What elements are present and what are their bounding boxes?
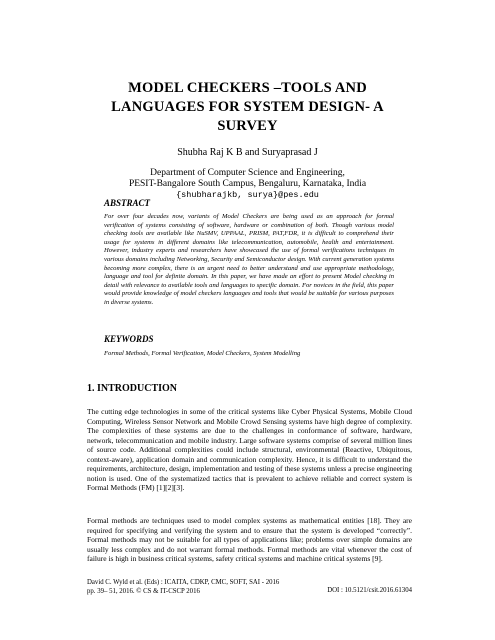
abstract-heading: ABSTRACT: [104, 198, 151, 208]
affiliation-department: Department of Computer Science and Engineering,: [150, 168, 345, 178]
footer-citation: [87, 579, 307, 596]
title-line-2: LANGUAGES FOR SYSTEM DESIGN- A: [111, 99, 384, 115]
paper-title: [60, 79, 435, 136]
keywords-text: Formal Methods, Formal Verification, Model Checkers, System Modelling: [104, 350, 301, 357]
title-line-3: SURVEY: [217, 118, 278, 134]
affiliation-email: {shubharajkb, surya}@pes.edu: [176, 190, 319, 200]
footer-doi: DOI : 10.5121/csit.2016.61304: [327, 587, 412, 594]
introduction-paragraph-2: Formal methods are techniques used to model complex systems as mathematical entities [18]. They are required for specifying and verifying the system and to ensure that the system is developed “correctly”. Formal methods may not be suitable for all types of applications like; problems over simple domains are usually less complex and do not warrant formal methods. Formal methods are vital whenever the cost of failure is high in business critical systems, safety critical systems and machine critical systems [9].: [87, 516, 412, 563]
footer-editors: David C. Wyld et al. (Eds) : ICAITA, CDKP, CMC, SOFT, SAI - 2016: [87, 579, 280, 586]
footer-pages: pp. 39– 51, 2016. © CS & IT-CSCP 2016: [87, 587, 200, 595]
title-line-1: MODEL CHECKERS –TOOLS AND: [128, 80, 367, 96]
affiliation-block: [60, 168, 435, 201]
author-names: Shubha Raj K B and Suryaprasad J: [177, 147, 318, 158]
affiliation-campus: PESIT-Bangalore South Campus, Bengaluru, Karnataka, India: [128, 179, 367, 189]
introduction-paragraph-1: The cutting edge technologies in some of the critical systems like Cyber Physical Systems, Mobile Cloud Computing, Wireless Sensor Network and Mobile Crowd Sensing systems have high degree of complexity. The complexities of these systems are due to the challenges in conformance of software, hardware, network, telecommunication and mobile industry. Large software systems comprise of several million lines of source code. Additional complexities could include structural, environmental (Reactive, Ubiquitous, context-aware), application domain and communication complexity. Hence, it is difficult to understand the requirements, architecture, design, implementation and testing of these systems unless a precise engineering notion is used. One of the systematized tactics that is prevalent to achieve reliable and correct system is Formal Methods (FM) [1][2][3].: [87, 407, 412, 492]
introduction-heading: 1. INTRODUCTION: [87, 383, 178, 394]
keywords-heading: KEYWORDS: [104, 334, 154, 344]
abstract-text: For over four decades now, variants of Model Checkers are being used as an approach for formal verification of systems consisting of software, hardware or combination of both. Though various model checking tools are available like NuSMV, UPPAAL, PRISM, PAT,FDR, it is difficult to comprehend their usage for systems in different domains like telecommunication, automobile, health and entertainment. However, industry experts and researchers have showcased the use of formal verifications techniques in various domains including Networking, Security and Semiconductor design. With current generation systems becoming more complex, there is an urgent need to better understand and use appropriate methodology, language and tool for definite domain. In this paper, we have made an effort to present Model checking in detail with relevance to available tools and languages to specific domain. For novices in the field, this paper would provide knowledge of model checkers languages and tools that would be suitable for various purposes in diverse systems.: [104, 213, 394, 306]
